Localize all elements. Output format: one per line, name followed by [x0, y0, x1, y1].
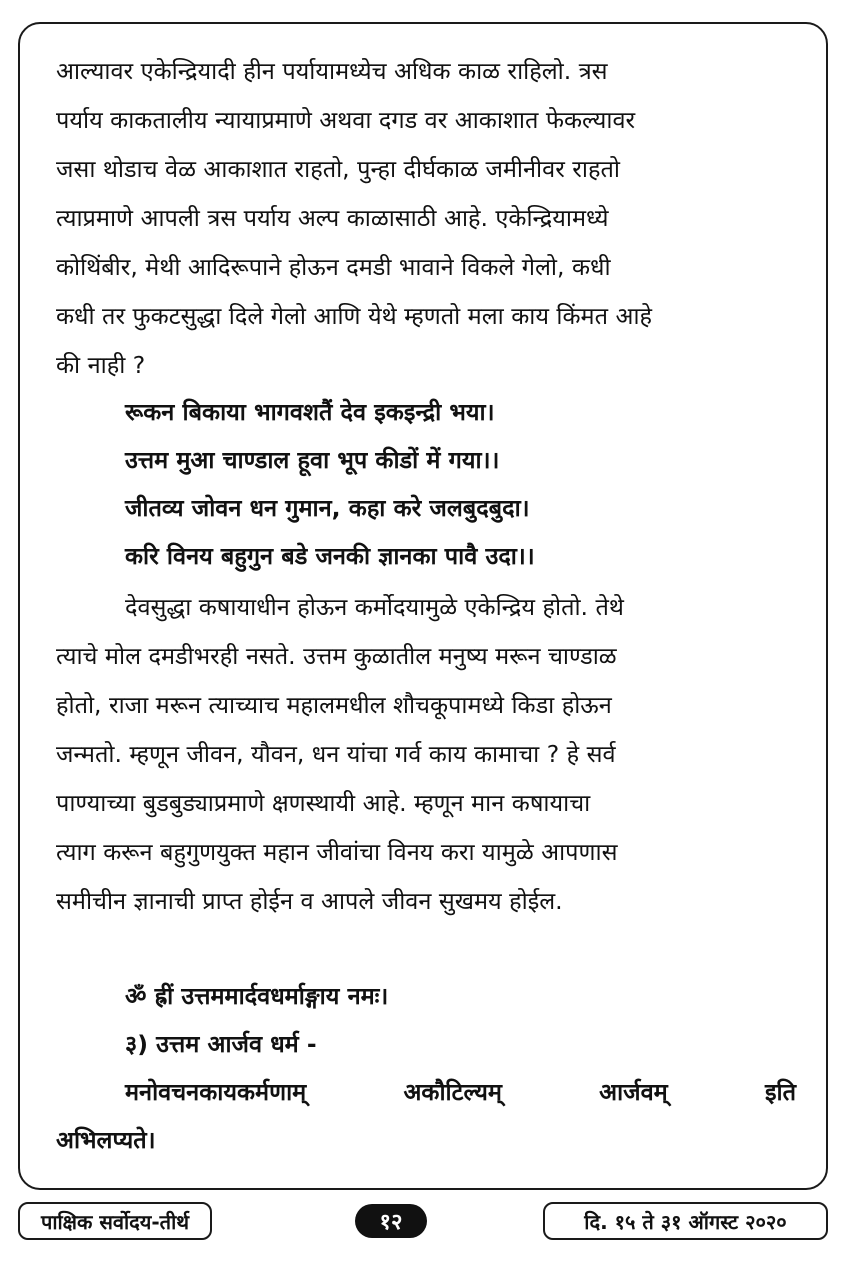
paragraph-line: जसा थोडाच वेळ आकाशात राहतो, पुन्हा दीर्घकाळ जमीनीवर राहतो: [56, 155, 620, 183]
paragraph-line: देवसुद्धा कषायाधीन होऊन कर्मोदयामुळे एकेन्द्रिय होतो. तेथे: [125, 593, 624, 621]
verse-line: रूकन बिकाया भागवशतैं देव इकइन्द्री भया।: [125, 398, 495, 426]
paragraph-line: समीचीन ज्ञानाची प्राप्त होईन व आपले जीवन सुखमय होईल.: [56, 887, 563, 915]
paragraph-line: आल्यावर एकेन्द्रियादी हीन पर्यायामध्येच अधिक काळ राहिलो. त्रस: [56, 57, 608, 85]
paragraph-line: जन्मतो. म्हणून जीवन, यौवन, धन यांचा गर्व काय कामाचा ? हे सर्व: [56, 740, 616, 768]
paragraph-line: पर्याय काकतालीय न्यायाप्रमाणे अथवा दगड वर आकाशात फेकल्यावर: [56, 106, 636, 134]
sutra-line: [125, 1078, 796, 1106]
sutra-word: आर्जवम्: [599, 1078, 668, 1106]
issue-date: दि. १५ ते ३१ ऑगस्ट २०२०: [543, 1202, 828, 1240]
verse-line: जीतव्य जोवन धन गुमान, कहा करे जलबुदबुदा।: [125, 494, 530, 522]
paragraph-line: त्याप्रमाणे आपली त्रस पर्याय अल्प काळासाठी आहे. एकेन्द्रियामध्ये: [56, 204, 609, 232]
paragraph-line: त्याचे मोल दमडीभरही नसते. उत्तम कुळातील मनुष्य मरून चाण्डाळ: [56, 642, 617, 670]
paragraph-line: की नाही ?: [56, 351, 146, 379]
paragraph-line: कधी तर फुकटसुद्धा दिले गेलो आणि येथे म्हणतो मला काय किंमत आहे: [56, 302, 652, 330]
mantra: ॐ ह्रीं उत्तममार्दवधर्माङ्गाय नमः।: [125, 982, 389, 1010]
sutra-word: मनोवचनकायकर्मणाम्: [125, 1078, 307, 1106]
paragraph-line: कोथिंबीर, मेथी आदिरूपाने होऊन दमडी भावाने विकले गेलो, कधी: [56, 253, 611, 281]
section-heading: ३) उत्तम आर्जव धर्म -: [125, 1030, 317, 1058]
sutra-line: अभिलप्यते।: [56, 1126, 156, 1154]
verse-line: करि विनय बहुगुन बडे जनकी ज्ञानका पावै उदा।।: [125, 542, 535, 570]
paragraph-line: होतो, राजा मरून त्याच्याच महालमधील शौचकूपामध्ये किडा होऊन: [56, 691, 612, 719]
verse-line: उत्तम मुआ चाण्डाल हूवा भूप कीडों में गया।।: [125, 446, 500, 474]
paragraph-line: त्याग करून बहुगुणयुक्त महान जीवांचा विनय करा यामुळे आपणास: [56, 838, 618, 866]
sutra-word: इति: [764, 1078, 796, 1106]
page-number: १२: [355, 1204, 427, 1238]
paragraph-line: पाण्याच्या बुडबुड्याप्रमाणे क्षणस्थायी आहे. म्हणून मान कषायाचा: [56, 789, 591, 817]
sutra-word: अकौटिल्यम्: [403, 1078, 502, 1106]
magazine-name: पाक्षिक सर्वोदय-तीर्थ: [18, 1202, 212, 1240]
